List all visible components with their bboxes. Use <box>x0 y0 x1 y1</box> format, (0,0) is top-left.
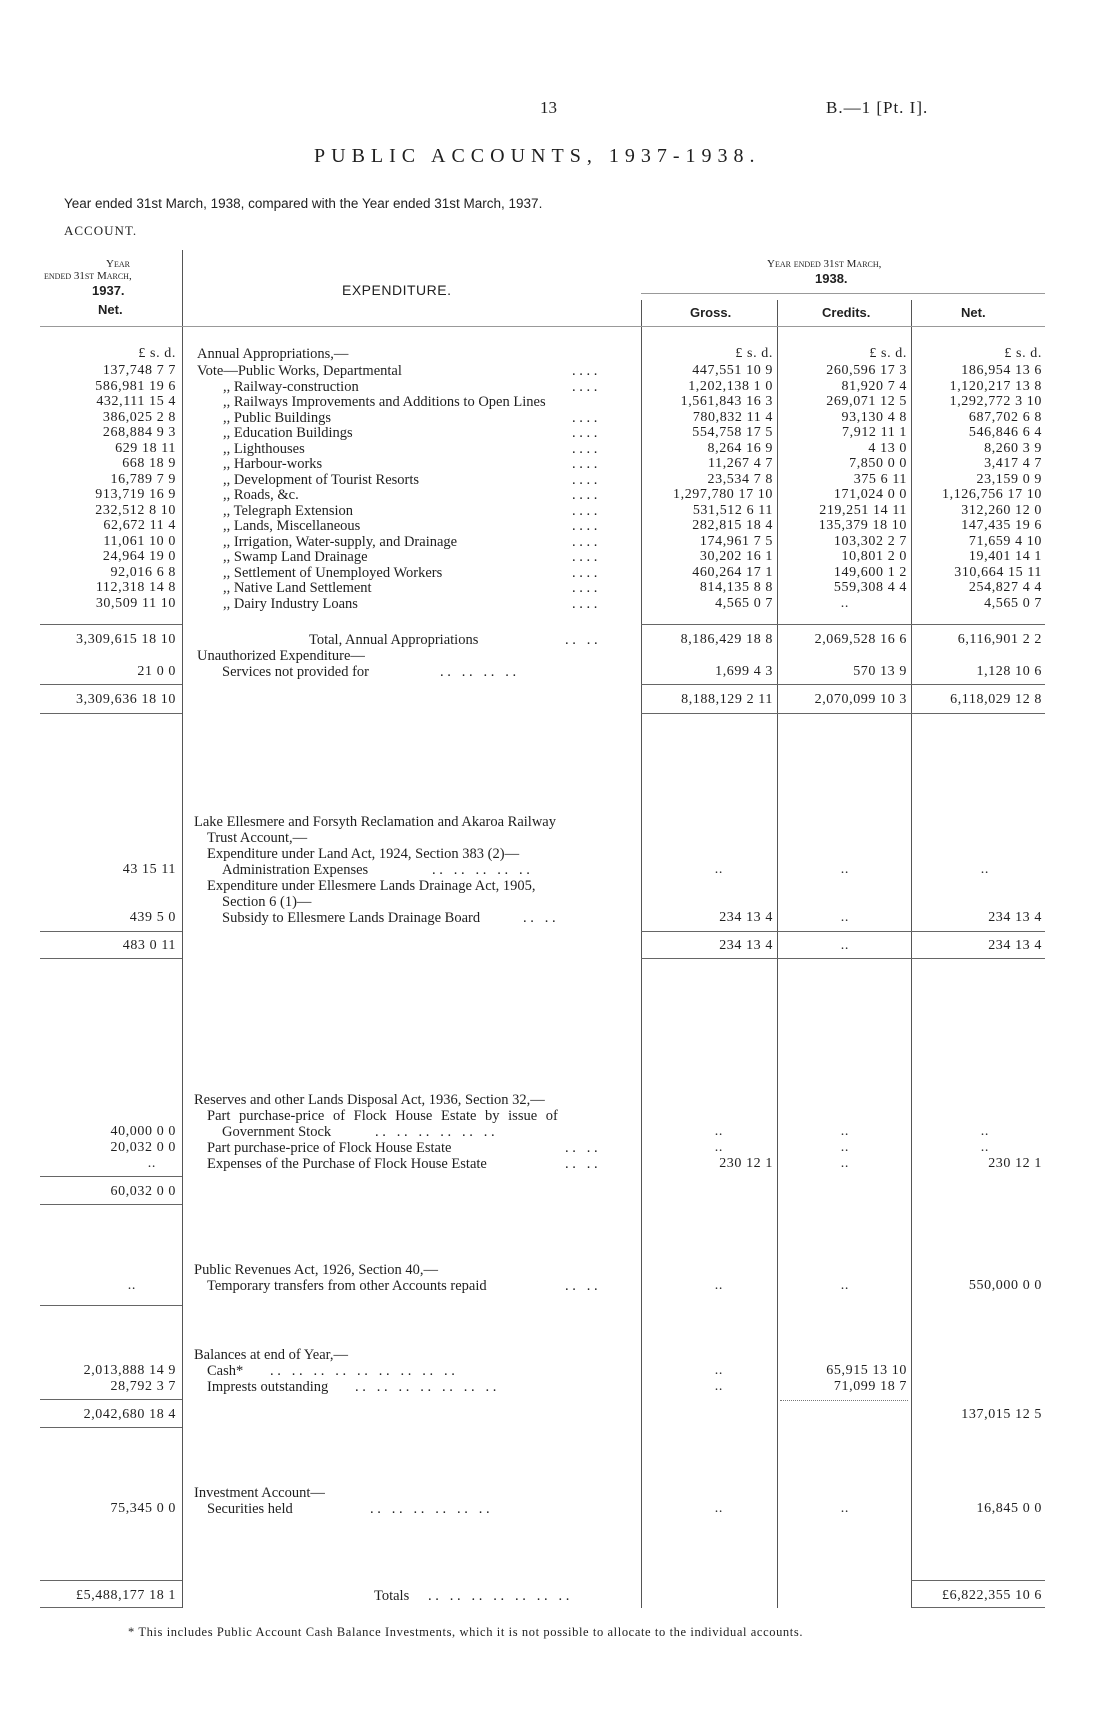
reserves-total-rule <box>40 1176 182 1177</box>
annual-row-prev: 16,789 7 9 <box>110 471 176 487</box>
annual-row-gross: 11,267 4 7 <box>708 456 773 471</box>
gross-heading: Gross. <box>690 305 732 320</box>
annual-row-gross: 8,264 16 9 <box>707 440 773 456</box>
lake-r2-credits: .. <box>840 910 849 925</box>
annual-row-gross: 174,961 7 5 <box>699 533 773 549</box>
investment-r1-prev: 75,345 0 0 <box>110 1501 176 1516</box>
lake-r2-net: 234 13 4 <box>988 910 1042 925</box>
annual-row-leader: . . . . <box>572 533 598 550</box>
lake-leader-1: . . . . . . . . . . <box>432 862 530 878</box>
reserves-line-4: Part purchase-price of Flock House Estate <box>207 1140 452 1156</box>
annual-row-net: 312,260 12 0 <box>961 502 1042 518</box>
annual-row-net: 310,664 15 11 <box>954 564 1042 580</box>
units-gross: £ s. d. <box>735 346 773 361</box>
annual-row-net: 1,126,756 17 10 <box>942 487 1042 502</box>
lake-line-3: Expenditure under Land Act, 1924, Section 383 (2)— <box>207 846 520 862</box>
annual-row-leader: . . . . <box>572 471 598 488</box>
annual-row-prev: 11,061 10 0 <box>103 533 176 549</box>
revenues-r1-gross: .. <box>714 1278 723 1293</box>
unauthorized-credits: 570 13 9 <box>853 664 907 679</box>
annual-row-leader: . . . . <box>572 363 598 379</box>
annual-total-credits: 2,069,528 16 6 <box>814 632 907 647</box>
lake-line-7: Subsidy to Ellesmere Lands Drainage Board <box>222 910 481 926</box>
annual-row-description: ,, Irrigation, Water-supply, and Drainage <box>223 533 458 550</box>
totals-bottom-rule-net <box>911 1607 1045 1608</box>
subtotal-bottom-rule-right <box>641 713 1045 714</box>
totals-top-rule-net <box>911 1580 1045 1581</box>
annual-total-gross: 8,186,429 18 8 <box>680 632 773 647</box>
column-rule-credits-left <box>777 300 778 1608</box>
annual-row-description: ,, Railways Improvements and Additions to Open Lines <box>223 394 546 410</box>
annual-row-gross: 447,551 10 9 <box>692 363 773 378</box>
annual-row-leader: . . . . <box>572 487 598 503</box>
lake-line-4: Administration Expenses <box>222 862 369 878</box>
annual-row-net: 1,120,217 13 8 <box>949 378 1042 394</box>
lake-bottom-rule-right <box>641 958 1045 959</box>
reserves-r1-credits: .. <box>840 1124 849 1139</box>
reserves-bottom-rule <box>40 1204 182 1205</box>
totals-top-rule-prev <box>40 1580 182 1581</box>
reserves-line-1: Reserves and other Lands Disposal Act, 1936, Section 32,— <box>194 1092 545 1108</box>
annual-row-description: ,, Railway-construction <box>223 378 359 395</box>
units-net: £ s. d. <box>1004 346 1042 361</box>
annual-row-prev: 30,509 11 10 <box>95 595 176 611</box>
units-credits: £ s. d. <box>869 346 907 361</box>
annual-row-leader: . . . . <box>572 456 598 472</box>
year-heading-rule <box>641 293 1045 294</box>
balances-leader-2: . . . . . . . . . . . . . . <box>355 1379 497 1395</box>
reserves-r3-credits: .. <box>840 1156 849 1171</box>
subtotal-credits: 2,070,099 10 3 <box>814 692 907 707</box>
investment-r1-net: 16,845 0 0 <box>976 1501 1042 1516</box>
balances-total-net: 137,015 12 5 <box>961 1407 1042 1422</box>
revenues-line-2: Temporary transfers from other Accounts repaid <box>207 1278 487 1294</box>
annual-row-leader: . . . . <box>572 502 598 519</box>
annual-row-prev: 629 18 11 <box>115 440 176 456</box>
annual-row-description: ,, Harbour-works <box>223 456 323 472</box>
revenues-r1-prev: .. <box>127 1278 136 1293</box>
annual-row-credits: 4 13 0 <box>868 440 907 456</box>
reserves-leader-3: . . . . <box>565 1156 598 1172</box>
annual-row-description: ,, Lighthouses <box>223 440 305 457</box>
page-subtitle: Year ended 31st March, 1938, compared with the Year ended 31st March, 1937. <box>64 196 543 211</box>
annual-row-gross: 814,135 8 8 <box>699 580 773 595</box>
unauthorized-prev: 21 0 0 <box>137 664 176 679</box>
balances-line-2: Cash* <box>207 1363 244 1379</box>
annual-row-net: 4,565 0 7 <box>984 595 1042 611</box>
annual-row-description: ,, Dairy Industry Loans <box>223 595 358 612</box>
balances-leader-1: . . . . . . . . . . . . . . . . . . <box>270 1363 455 1379</box>
balances-r2-gross: .. <box>714 1379 723 1394</box>
column-rule-gross-left <box>641 300 642 1608</box>
page-number: 13 <box>540 98 557 117</box>
annual-row-prev: 24,964 19 0 <box>102 549 176 564</box>
annual-row-credits: 559,308 4 4 <box>833 580 907 595</box>
credits-heading: Credits. <box>822 305 871 320</box>
annual-row-credits: 269,071 12 5 <box>826 394 907 409</box>
investment-leader: . . . . . . . . . . . . <box>370 1501 490 1517</box>
reserves-r2-net: .. <box>980 1140 989 1155</box>
lake-leader-2: . . . . <box>523 910 556 926</box>
reserves-total-prev: 60,032 0 0 <box>110 1184 176 1199</box>
revenues-leader: . . . . <box>565 1278 598 1294</box>
balances-r1-gross: .. <box>714 1363 723 1378</box>
annual-row-prev: 586,981 19 6 <box>95 378 176 394</box>
annual-row-description: ,, Roads, &c. <box>223 487 299 503</box>
annual-row-prev: 268,884 9 3 <box>102 425 176 440</box>
annual-row-net: 23,159 0 9 <box>976 471 1042 487</box>
reserves-r2-gross: .. <box>714 1140 723 1155</box>
unauthorized-heading: Unauthorized Expenditure— <box>197 648 365 664</box>
annual-total-net: 6,116,901 2 2 <box>957 632 1042 647</box>
annual-row-prev: 232,512 8 10 <box>95 502 176 518</box>
current-year-heading-2: 1938. <box>815 271 848 286</box>
investment-line-2: Securities held <box>207 1501 293 1517</box>
reserves-r2-credits: .. <box>840 1140 849 1155</box>
annual-row-credits: 81,920 7 4 <box>841 378 907 394</box>
lake-total-rule-right <box>641 931 1045 932</box>
account-label: ACCOUNT. <box>64 223 138 238</box>
totals-leader: . . . . . . . . . . . . . . <box>428 1588 570 1604</box>
annual-row-leader: . . . . <box>572 518 598 534</box>
annual-row-net: 147,435 19 6 <box>961 518 1042 533</box>
totals-label: Totals <box>374 1588 410 1604</box>
annual-row-credits: .. <box>840 595 849 611</box>
annual-total-label: Total, Annual Appropriations <box>309 632 479 648</box>
annual-row-description: ,, Settlement of Unemployed Workers <box>223 564 443 581</box>
reserves-r1-net: .. <box>980 1124 989 1139</box>
annual-row-net: 1,292,772 3 10 <box>949 394 1042 409</box>
column-rule-prev <box>182 250 183 1608</box>
annual-row-gross: 1,202,138 1 0 <box>688 378 773 394</box>
reserves-r3-net: 230 12 1 <box>988 1156 1042 1171</box>
subtotal-bottom-rule-prev <box>40 713 182 714</box>
annual-row-credits: 219,251 14 11 <box>819 502 907 518</box>
reserves-r1-prev: 40,000 0 0 <box>110 1124 176 1139</box>
lake-r1-net: .. <box>980 862 989 877</box>
lake-r1-gross: .. <box>714 862 723 877</box>
subtotal-gross: 8,188,129 2 11 <box>681 692 773 707</box>
current-year-heading-1: Year ended 31st March, <box>767 258 882 270</box>
annual-row-leader: . . . . <box>572 440 598 457</box>
expenditure-heading: EXPENDITURE. <box>342 282 452 298</box>
balances-r2-credits: 71,099 18 7 <box>833 1379 907 1394</box>
annual-row-gross: 23,534 7 8 <box>707 471 773 487</box>
unauthorized-net: 1,128 10 6 <box>976 664 1042 679</box>
investment-r1-credits: .. <box>840 1501 849 1516</box>
header-rule <box>40 326 1045 327</box>
lake-r2-gross: 234 13 4 <box>719 910 773 925</box>
annual-row-credits: 10,801 2 0 <box>841 549 907 564</box>
annual-row-description: ,, Telegraph Extension <box>223 502 353 519</box>
lake-total-rule-prev <box>40 931 182 932</box>
lake-line-2: Trust Account,— <box>207 830 308 846</box>
net-heading: Net. <box>961 305 986 320</box>
investment-r1-gross: .. <box>714 1501 723 1516</box>
annual-row-prev: 62,672 11 4 <box>103 518 176 533</box>
investment-line-1: Investment Account— <box>194 1485 325 1501</box>
page-title: PUBLIC ACCOUNTS, 1937-1938. <box>314 145 761 167</box>
annual-row-net: 546,846 6 4 <box>968 425 1042 440</box>
balances-r2-prev: 28,792 3 7 <box>110 1379 176 1394</box>
balances-total-rule <box>40 1399 182 1400</box>
balances-r1-prev: 2,013,888 14 9 <box>83 1363 176 1378</box>
annual-row-description: ,, Public Buildings <box>223 409 331 426</box>
reserves-r3-prev: .. <box>147 1156 156 1171</box>
lake-total-credits: .. <box>840 938 849 953</box>
annual-row-description: ,, Development of Tourist Resorts <box>223 471 420 488</box>
balances-line-3: Imprests outstanding <box>207 1379 329 1395</box>
balances-r1-credits: 65,915 13 10 <box>826 1363 907 1378</box>
annual-row-leader: . . . . <box>572 378 598 395</box>
annual-row-credits: 93,130 4 8 <box>841 409 907 425</box>
totals-net: £6,822,355 10 6 <box>942 1588 1042 1603</box>
annual-row-gross: 282,815 18 4 <box>692 518 773 533</box>
annual-row-net: 687,702 6 8 <box>968 409 1042 425</box>
lake-r2-prev: 439 5 0 <box>129 910 176 925</box>
annual-row-gross: 1,561,843 16 3 <box>680 394 773 409</box>
annual-row-net: 71,659 4 10 <box>968 533 1042 549</box>
annual-row-leader: . . . . <box>572 595 598 612</box>
annual-total-rule-prev <box>40 624 182 625</box>
lake-r1-credits: .. <box>840 862 849 877</box>
annual-total-rule-right <box>641 624 1045 625</box>
totals-bottom-rule-prev <box>40 1607 182 1608</box>
annual-row-prev: 432,111 15 4 <box>96 394 176 409</box>
annual-row-description: ,, Native Land Settlement <box>223 580 372 596</box>
balances-total-prev: 2,042,680 18 4 <box>83 1407 176 1422</box>
annual-row-gross: 30,202 16 1 <box>699 549 773 564</box>
footnote: * This includes Public Account Cash Balance Investments, which it is not possible to allocate to the individual accounts. <box>128 1625 804 1639</box>
reserves-r1-gross: .. <box>714 1124 723 1139</box>
lake-total-gross: 234 13 4 <box>719 938 773 953</box>
lake-total-prev: 483 0 11 <box>122 938 176 953</box>
reserves-r3-gross: 230 12 1 <box>719 1156 773 1171</box>
annual-row-credits: 103,302 2 7 <box>833 533 907 549</box>
subtotal-rule-right <box>641 684 1045 685</box>
annual-row-net: 186,954 13 6 <box>961 363 1042 378</box>
annual-row-prev: 386,025 2 8 <box>102 409 176 425</box>
annual-row-gross: 460,264 17 1 <box>692 564 773 580</box>
annual-row-net: 3,417 4 7 <box>984 456 1042 471</box>
prev-year-heading-3: 1937. <box>92 283 125 298</box>
lake-r1-prev: 43 15 11 <box>122 862 176 877</box>
lake-total-net: 234 13 4 <box>988 938 1042 953</box>
document-reference: B.—1 [Pt. I]. <box>826 98 929 117</box>
unauthorized-label: Services not provided for <box>222 664 369 680</box>
annual-row-gross: 554,758 17 5 <box>692 425 773 440</box>
annual-row-prev: 913,719 16 9 <box>95 487 176 502</box>
annual-row-leader: . . . . <box>572 425 598 441</box>
subtotal-net: 6,118,029 12 8 <box>950 692 1042 707</box>
annual-row-net: 8,260 3 9 <box>984 440 1042 456</box>
prev-year-heading-2: ended 31st March, <box>44 270 132 282</box>
annual-row-leader: . . . . <box>572 564 598 581</box>
reserves-line-5: Expenses of the Purchase of Flock House Estate <box>207 1156 487 1172</box>
balances-bottom-rule <box>40 1427 182 1428</box>
annual-total-leader: . . . . <box>565 632 598 648</box>
reserves-line-2: Part purchase-price of Flock House Estate by issue of <box>207 1108 558 1124</box>
annual-row-description: Vote—Public Works, Departmental <box>197 363 402 379</box>
annual-row-gross: 1,297,780 17 10 <box>673 487 773 502</box>
reserves-leader-2: . . . . <box>565 1140 598 1156</box>
annual-row-description: ,, Education Buildings <box>223 425 353 441</box>
balances-credits-rule <box>780 1400 908 1401</box>
annual-row-leader: . . . . <box>572 549 598 565</box>
annual-row-credits: 375 6 11 <box>853 471 907 487</box>
annual-row-prev: 668 18 9 <box>122 456 176 471</box>
prev-net-heading: Net. <box>98 302 123 317</box>
annual-row-gross: 780,832 11 4 <box>692 409 773 425</box>
annual-row-gross: 4,565 0 7 <box>715 595 773 611</box>
unauthorized-gross: 1,699 4 3 <box>715 664 773 679</box>
subtotal-rule-prev <box>40 684 182 685</box>
annual-appropriations-heading: Annual Appropriations,— <box>197 346 349 362</box>
annual-row-leader: . . . . <box>572 409 598 426</box>
annual-row-net: 254,827 4 4 <box>968 580 1042 595</box>
annual-row-credits: 260,596 17 3 <box>826 363 907 378</box>
annual-row-credits: 171,024 0 0 <box>833 487 907 502</box>
unauthorized-leader: . . . . . . . . <box>440 664 517 680</box>
column-rule-net-left <box>911 300 912 1608</box>
lake-line-1: Lake Ellesmere and Forsyth Reclamation and Akaroa Railway <box>194 814 556 830</box>
revenues-r1-net: 550,000 0 0 <box>968 1278 1042 1293</box>
lake-line-6: Section 6 (1)— <box>222 894 312 910</box>
annual-row-description: ,, Swamp Land Drainage <box>223 549 368 565</box>
annual-total-prev: 3,309,615 18 10 <box>76 632 176 647</box>
annual-row-net: 19,401 14 1 <box>968 549 1042 564</box>
annual-row-credits: 7,912 11 1 <box>842 425 907 440</box>
balances-line-1: Balances at end of Year,— <box>194 1347 349 1363</box>
annual-row-credits: 135,379 18 10 <box>818 518 907 533</box>
reserves-leader-1: . . . . . . . . . . . . <box>375 1124 495 1140</box>
annual-row-gross: 531,512 6 11 <box>692 502 773 518</box>
lake-bottom-rule-prev <box>40 958 182 959</box>
annual-row-prev: 137,748 7 7 <box>102 363 176 378</box>
totals-prev: £5,488,177 18 1 <box>76 1588 176 1603</box>
reserves-line-3: Government Stock <box>222 1124 332 1140</box>
lake-line-5: Expenditure under Ellesmere Lands Drainage Act, 1905, <box>207 878 536 894</box>
annual-row-description: ,, Lands, Miscellaneous <box>223 518 361 534</box>
reserves-r2-prev: 20,032 0 0 <box>110 1140 176 1155</box>
annual-row-prev: 92,016 6 8 <box>110 564 176 580</box>
revenues-line-1: Public Revenues Act, 1926, Section 40,— <box>194 1262 439 1278</box>
revenues-r1-credits: .. <box>840 1278 849 1293</box>
annual-row-prev: 112,318 14 8 <box>95 580 176 595</box>
subtotal-prev: 3,309,636 18 10 <box>76 692 176 707</box>
prev-year-heading-1: Year <box>106 258 130 270</box>
annual-row-leader: . . . . <box>572 580 598 596</box>
revenues-rule <box>40 1305 182 1306</box>
units-prev: £ s. d. <box>138 346 176 361</box>
annual-row-credits: 149,600 1 2 <box>833 564 907 580</box>
annual-row-credits: 7,850 0 0 <box>849 456 907 471</box>
